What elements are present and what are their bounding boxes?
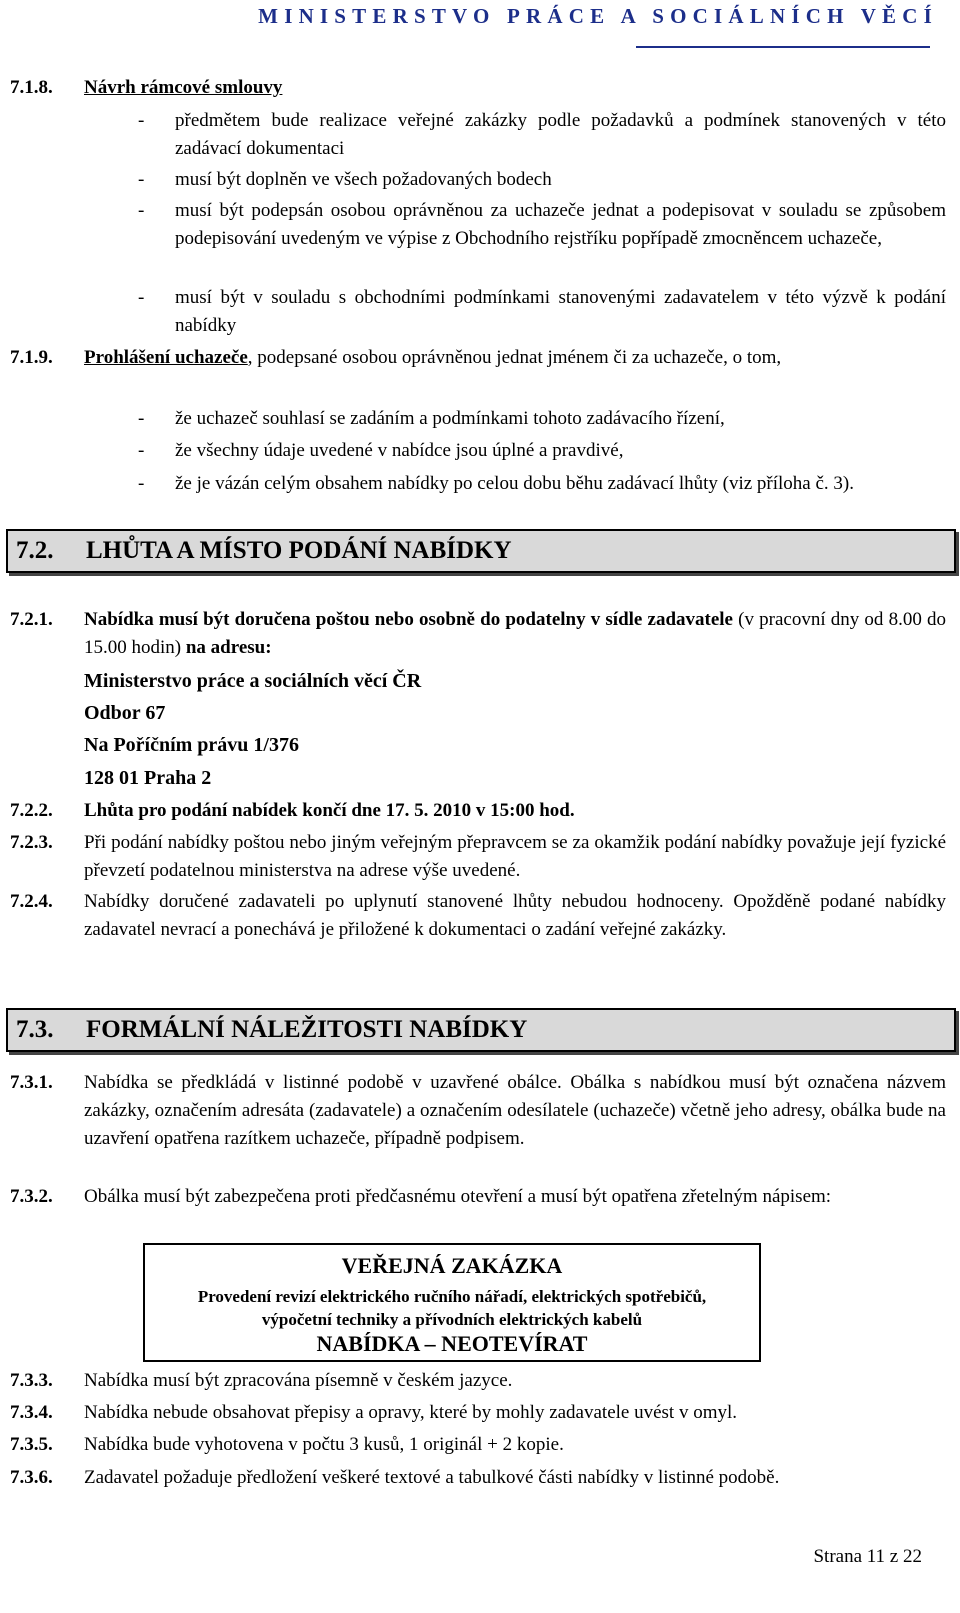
page-number: Strana 11 z 22 <box>813 1546 922 1567</box>
list-dash: - <box>138 408 145 429</box>
section-number-722: 7.2.2. <box>10 800 53 821</box>
section-paragraph-721 <box>84 606 946 662</box>
list-item: musí být v souladu s obchodními podmínkami stanovenými zadavatelem v této výzvě k podání nabídky <box>175 287 946 336</box>
section-title-718: Návrh rámcové smlouvy <box>84 77 283 98</box>
list-item: musí být podepsán osobou oprávněnou za uchazeče jednat a podepisovat v souladu se způsobem podepisování uvedeným ve výpise z Obchodního rejstříku popřípadě zmocněncem uchazeče, <box>175 200 946 249</box>
section-text-bold: na adresu: <box>185 637 272 658</box>
section-title-719: Prohlášení uchazeče <box>84 347 248 368</box>
list-item: musí být doplněn ve všech požadovaných bodech <box>175 169 552 190</box>
section-text: Zadavatel požaduje předložení veškeré textové a tabulkové části nabídky v listinné podobě. <box>84 1467 780 1488</box>
list-item: předmětem bude realizace veřejné zakázky podle požadavků a podmínek stanovených v této zadávací dokumentaci <box>175 110 946 159</box>
section-heading-title: LHŮTA A MÍSTO PODÁNÍ NABÍDKY <box>86 537 512 564</box>
section-text-719: , podepsané osobou oprávněnou jednat jménem či za uchazeče, o tom, <box>247 347 782 368</box>
section-heading-72 <box>6 529 956 573</box>
deadline-text: Lhůta pro podání nabídek končí dne 17. 5. 2010 v 15:00 hod. <box>84 800 575 821</box>
section-number-733: 7.3.3. <box>10 1370 53 1391</box>
section-text: Nabídka se předkládá v listinné podobě v uzavřené obálce. Obálka s nabídkou musí být označena názvem zakázky, označením adresáta (zadavatele) a označením odesílatele (uchazeče) včetně jeho adresy, obálka bude na uzavření opatřena razítkem uchazeče, případně podpisem. <box>84 1072 946 1149</box>
section-text: Obálka musí být zabezpečena proti předčasnému otevření a musí být opatřena zřetelným nápisem: <box>84 1186 832 1207</box>
section-text: Nabídka bude vyhotovena v počtu 3 kusů, 1 originál + 2 kopie. <box>84 1434 564 1455</box>
section-number-735: 7.3.5. <box>10 1434 53 1455</box>
section-number-732: 7.3.2. <box>10 1186 53 1207</box>
list-item: že uchazeč souhlasí se zadáním a podmínkami tohoto zadávacího řízení, <box>175 408 725 429</box>
section-text-bold: Nabídka musí být doručena poštou nebo osobně do podatelny v sídle zadavatele <box>84 609 733 630</box>
list-dash: - <box>138 200 145 221</box>
section-number-721: 7.2.1. <box>10 609 53 630</box>
section-heading-title: FORMÁLNÍ NÁLEŽITOSTI NABÍDKY <box>86 1016 528 1043</box>
envelope-label-box <box>143 1243 761 1362</box>
section-heading-number: 7.2. <box>16 537 54 564</box>
section-number-719: 7.1.9. <box>10 347 53 368</box>
envelope-title: VEŘEJNÁ ZAKÁZKA <box>341 1253 563 1278</box>
section-text: (v pracovní dny od 8.00 do 15.00 hodin) <box>84 609 946 658</box>
list-dash: - <box>138 440 145 461</box>
address-line: Odbor 67 <box>84 702 166 724</box>
address-line: 128 01 Praha 2 <box>84 767 212 789</box>
list-item: že je vázán celým obsahem nabídky po celou dobu běhu zadávací lhůty (viz příloha č. 3). <box>175 473 854 494</box>
list-dash: - <box>138 473 145 494</box>
list-dash: - <box>138 287 145 308</box>
section-number-723: 7.2.3. <box>10 832 53 853</box>
section-heading-number: 7.3. <box>16 1016 54 1043</box>
envelope-subject-line: výpočetní techniky a přívodních elektrických kabelů <box>261 1310 643 1329</box>
section-heading-73 <box>6 1008 956 1052</box>
header-rule <box>636 46 930 48</box>
section-number-734: 7.3.4. <box>10 1402 53 1423</box>
section-number-731: 7.3.1. <box>10 1072 53 1093</box>
envelope-subject-line: Provedení revizí elektrického ručního nářadí, elektrických spotřebičů, <box>197 1287 707 1306</box>
envelope-subject <box>145 1285 759 1331</box>
section-number-718: 7.1.8. <box>10 77 53 98</box>
section-number-724: 7.2.4. <box>10 891 53 912</box>
envelope-warning: NABÍDKA – NEOTEVÍRAT <box>316 1331 588 1356</box>
section-text: Nabídky doručené zadavateli po uplynutí stanovené lhůty nebudou hodnoceny. Opožděně podané nabídky zadavatel nevrací a ponechává je přiložené k dokumentaci o zadání veřejné zakázky. <box>84 891 946 940</box>
section-text: Nabídka nebude obsahovat přepisy a opravy, které by mohly zadavatele uvést v omyl. <box>84 1402 738 1423</box>
section-text: Nabídka musí být zpracována písemně v českém jazyce. <box>84 1370 513 1391</box>
section-text: Při podání nabídky poštou nebo jiným veřejným přepravcem se za okamžik podání nabídky považuje její fyzické převzetí podatelnou ministerstva na adrese výše uvedené. <box>84 832 946 881</box>
address-line: Na Poříčním právu 1/376 <box>84 734 299 756</box>
ministry-header: MINISTERSTVO PRÁCE A SOCIÁLNÍCH VĚCÍ <box>258 4 938 28</box>
section-number-736: 7.3.6. <box>10 1467 53 1488</box>
section-paragraph-719 <box>84 344 946 372</box>
list-dash: - <box>138 110 145 131</box>
list-item: že všechny údaje uvedené v nabídce jsou úplné a pravdivé, <box>175 440 624 461</box>
list-dash: - <box>138 169 145 190</box>
address-line: Ministerstvo práce a sociálních věcí ČR <box>84 670 422 692</box>
